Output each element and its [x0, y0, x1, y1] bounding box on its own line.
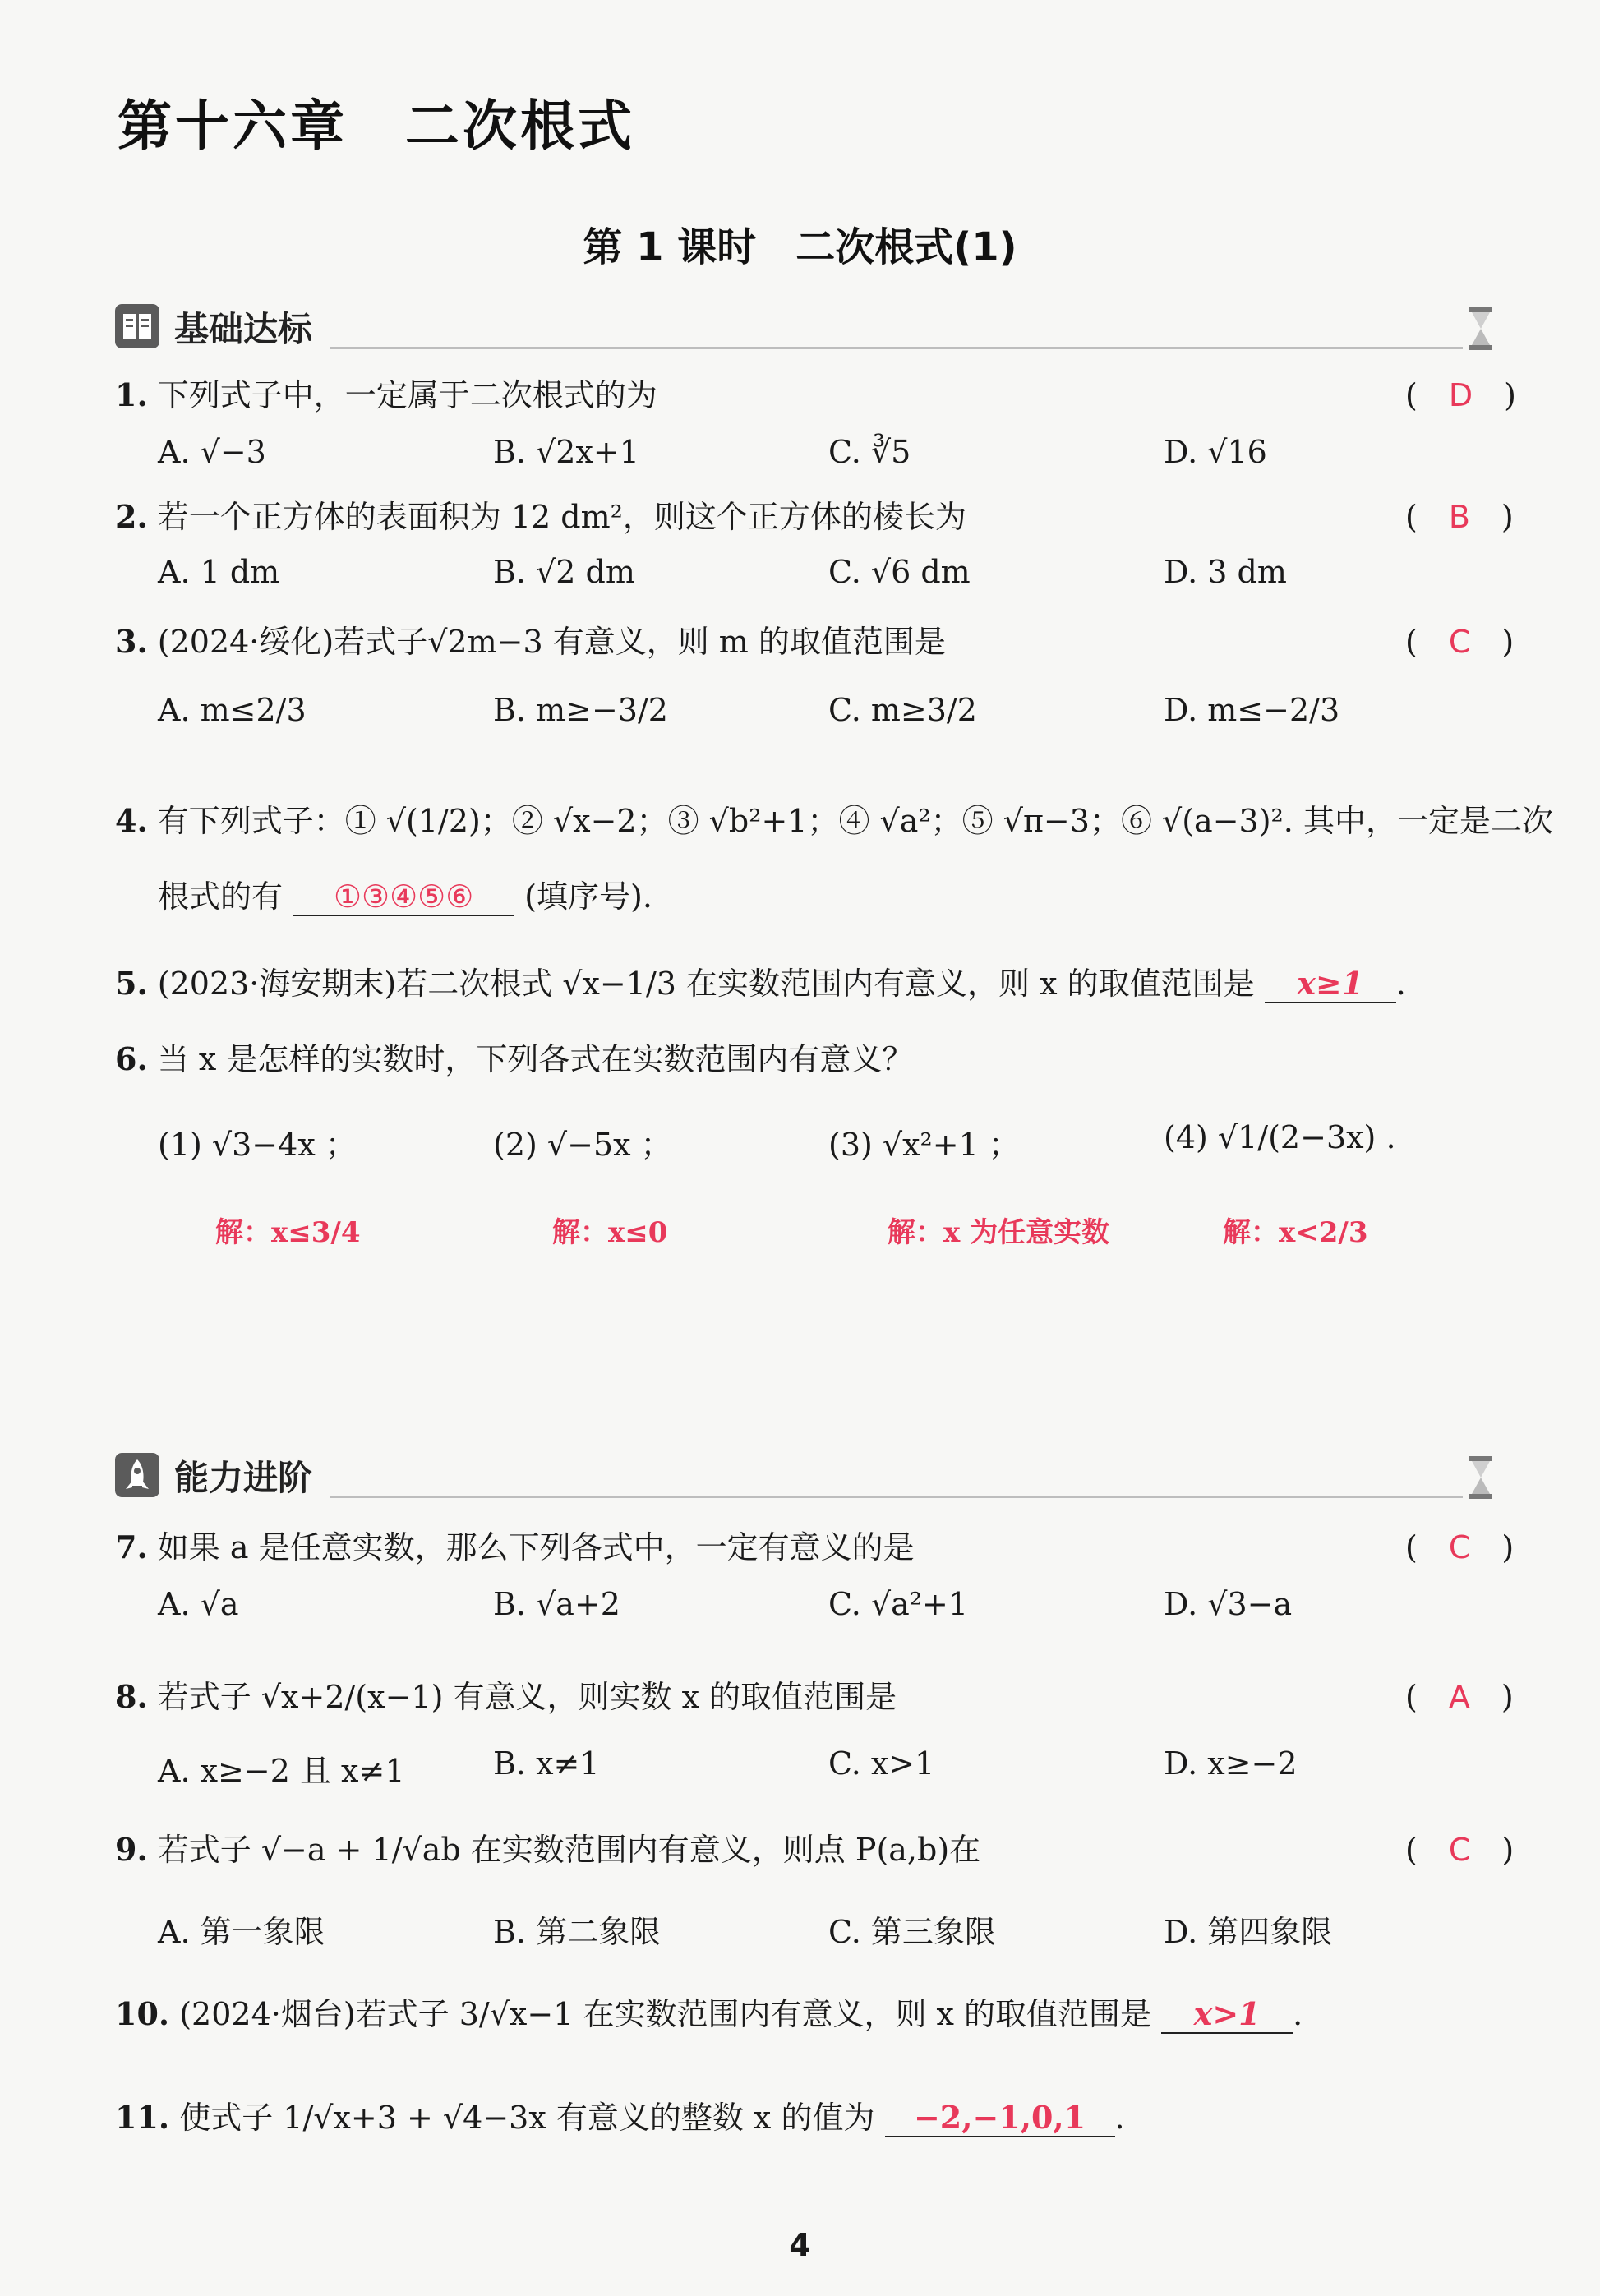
answer-blank: ①③④⑤⑥	[293, 878, 514, 916]
option-b: B. m≥−3/2	[493, 692, 668, 728]
option-a: A. √a	[158, 1586, 239, 1622]
rocket-icon	[115, 1453, 159, 1497]
option-a: A. x≥−2 且 x≠1	[158, 1753, 405, 1789]
question-text: (2024·烟台)若式子 3/√x−1 在实数范围内有意义，则 x 的取值范围是	[179, 1996, 1152, 2032]
answer-blank: x≥1	[1265, 965, 1396, 1003]
option-c: C. m≥3/2	[828, 692, 977, 728]
question-7: 7. 如果 a 是任意实数，那么下列各式中，一定有意义的是	[115, 1528, 915, 1565]
question-2: 2. 若一个正方体的表面积为 12 dm²，则这个正方体的棱长为	[115, 498, 966, 535]
part-3: (3) √x²+1 ；	[828, 1127, 1020, 1163]
solution-4: 解：x<2/3	[1223, 1216, 1368, 1249]
option-c: C. √a²+1	[828, 1586, 968, 1622]
question-6: 6. 当 x 是怎样的实数时，下列各式在实数范围内有意义？	[115, 1040, 914, 1077]
option-a: A. 第一象限	[158, 1914, 325, 1950]
question-4: 4. 有下列式子：① √(1/2)；② √x−2；③ √b²+1；④ √a²；⑤ √π−3；⑥ √(a−3)². 其中，一定是二次	[115, 802, 1553, 839]
section-basic	[115, 297, 1496, 350]
answer-paren-3: ( C )	[1405, 624, 1515, 660]
option-c: C. √6 dm	[828, 554, 971, 590]
question-1: 1. 下列式子中，一定属于二次根式的为	[115, 376, 657, 413]
answer-paren-2: ( B )	[1405, 499, 1514, 535]
part-4: (4) √1/(2−3x) .	[1164, 1119, 1396, 1155]
option-d: D. √3−a	[1164, 1586, 1293, 1622]
answer-blank: x>1	[1161, 1995, 1293, 2034]
chapter-title: 第十六章 二次根式	[118, 95, 635, 158]
option-a: A. m≤2/3	[158, 692, 307, 728]
option-c: C. x>1	[828, 1745, 935, 1782]
question-11: 11. 使式子 1/√x+3 + √4−3x 有意义的整数 x 的值为 −2,−1,0,1 .	[115, 2099, 1125, 2136]
answer-choice: B	[1448, 499, 1470, 535]
answer-choice: D	[1448, 377, 1473, 413]
section-label: 能力进阶	[174, 1458, 313, 1498]
option-b: B. x≠1	[493, 1745, 600, 1782]
option-b: B. √a+2	[493, 1586, 620, 1622]
question-text: (2024·绥化)若式子√2m−3 有意义，则 m 的取值范围是	[157, 624, 946, 660]
question-text: 使式子 1/√x+3 + √4−3x 有意义的整数 x 的值为	[179, 2100, 875, 2136]
lesson-title: 第 1 课时 二次根式(1)	[583, 224, 1017, 270]
question-text: (2023·海安期末)若二次根式 √x−1/3 在实数范围内有意义，则 x 的取值范围是	[157, 966, 1255, 1002]
question-text: 有下列式子：① √(1/2)；② √x−2；③ √b²+1；④ √a²；⑤ √π−3；⑥ √(a−3)². 其中，一定是二次	[157, 803, 1553, 839]
section-advanced	[115, 1446, 1496, 1499]
question-text: 若式子 √−a + 1/√ab 在实数范围内有意义，则点 P(a,b)在	[157, 1832, 981, 1868]
answer-choice: C	[1448, 1529, 1471, 1565]
question-8: 8. 若式子 √x+2/(x−1) 有意义，则实数 x 的取值范围是	[115, 1678, 897, 1715]
question-5: 5. (2023·海安期末)若二次根式 √x−1/3 在实数范围内有意义，则 x 的取值范围是 x≥1 .	[115, 965, 1406, 1002]
section-label: 基础达标	[174, 309, 313, 349]
answer-paren-8: ( A )	[1405, 1679, 1514, 1715]
part-2: (2) √−5x ；	[493, 1127, 672, 1163]
option-d: D. √16	[1164, 434, 1267, 470]
solution-3: 解：x 为任意实数	[888, 1216, 1110, 1249]
section-rule	[330, 1496, 1463, 1498]
option-c: C. ∛5	[828, 434, 911, 470]
book-icon	[115, 304, 159, 348]
option-d: D. x≥−2	[1164, 1745, 1298, 1782]
solution-2: 解：x≤0	[552, 1216, 668, 1249]
question-10: 10. (2024·烟台)若式子 3/√x−1 在实数范围内有意义，则 x 的取值范围是 x>1 .	[115, 1995, 1303, 2032]
question-4-line2: 根式的有 ①③④⑤⑥ (填序号).	[158, 878, 652, 915]
part-1: (1) √3−4x ；	[158, 1127, 357, 1163]
solution-1: 解：x≤3/4	[215, 1216, 361, 1249]
question-9: 9. 若式子 √−a + 1/√ab 在实数范围内有意义，则点 P(a,b)在	[115, 1831, 981, 1868]
option-d: D. 第四象限	[1164, 1914, 1333, 1950]
answer-blank: −2,−1,0,1	[885, 2099, 1115, 2137]
option-d: D. m≤−2/3	[1164, 692, 1340, 728]
option-a: A. √−3	[158, 434, 266, 470]
question-text: 若式子 √x+2/(x−1) 有意义，则实数 x 的取值范围是	[157, 1679, 897, 1715]
answer-choice: A	[1448, 1679, 1470, 1715]
option-a: A. 1 dm	[158, 554, 280, 590]
answer-paren-7: ( C )	[1405, 1529, 1515, 1565]
hourglass-icon	[1466, 1455, 1496, 1501]
question-3: 3. (2024·绥化)若式子√2m−3 有意义，则 m 的取值范围是	[115, 623, 946, 660]
question-text: 若一个正方体的表面积为 12 dm²，则这个正方体的棱长为	[157, 499, 966, 535]
option-d: D. 3 dm	[1164, 554, 1287, 590]
answer-paren-1: ( D )	[1405, 377, 1516, 413]
option-b: B. √2 dm	[493, 554, 635, 590]
page-number: 4	[789, 2227, 811, 2263]
section-rule	[330, 347, 1463, 349]
answer-paren-9: ( C )	[1405, 1832, 1515, 1868]
question-text: 当 x 是怎样的实数时，下列各式在实数范围内有意义？	[157, 1041, 914, 1077]
answer-choice: C	[1448, 624, 1471, 660]
option-c: C. 第三象限	[828, 1914, 996, 1950]
question-text: 如果 a 是任意实数，那么下列各式中，一定有意义的是	[157, 1529, 915, 1565]
option-b: B. 第二象限	[493, 1914, 662, 1950]
hourglass-icon	[1466, 306, 1496, 352]
answer-choice: C	[1448, 1832, 1471, 1868]
question-text: 下列式子中，一定属于二次根式的为	[157, 377, 657, 413]
option-b: B. √2x+1	[493, 434, 639, 470]
